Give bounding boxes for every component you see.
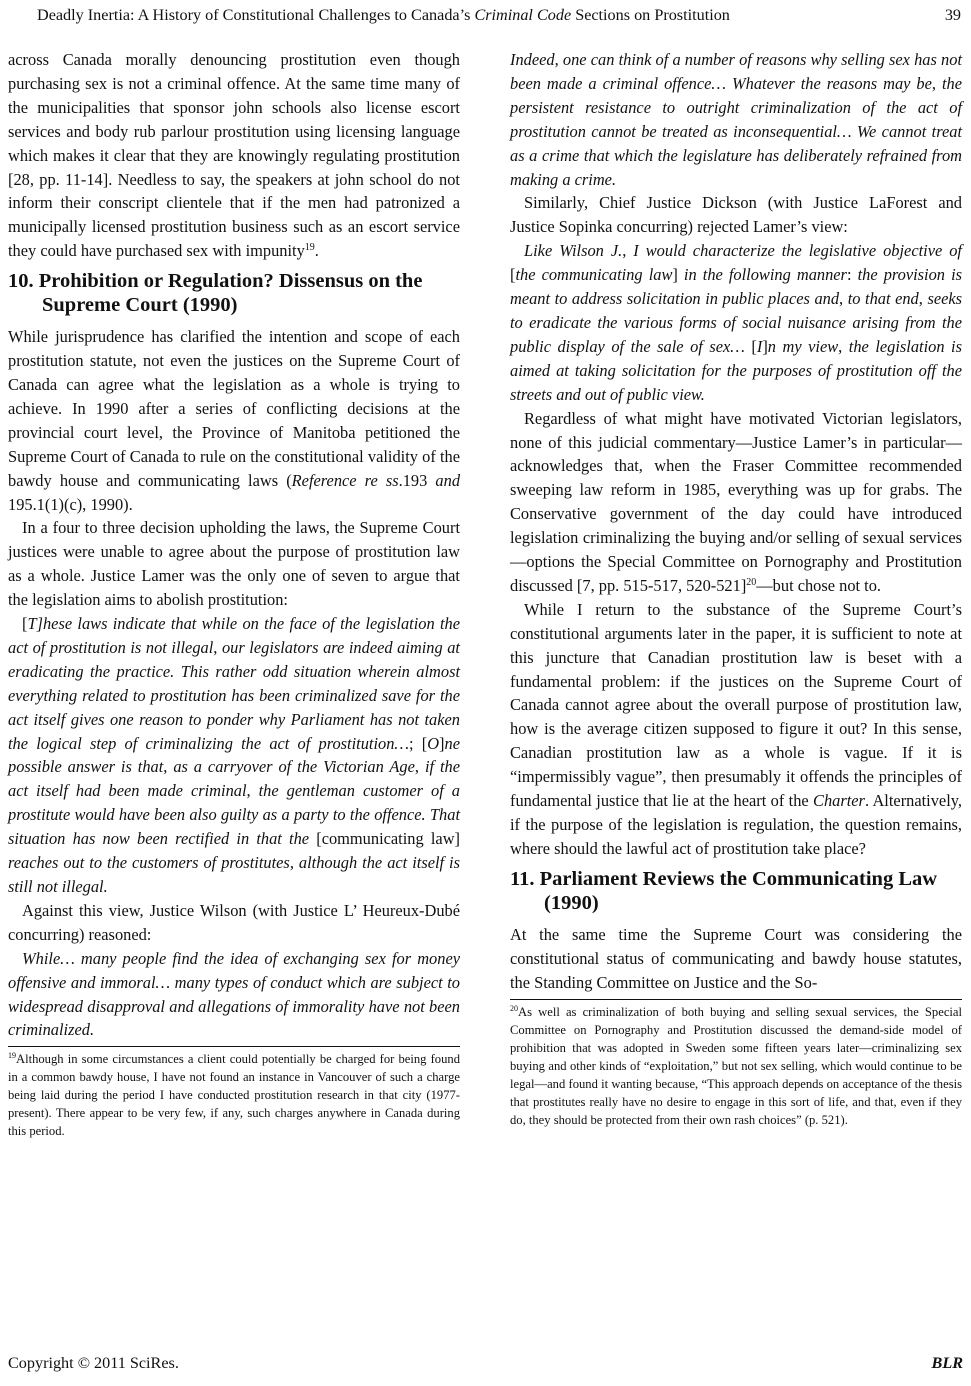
- block-quote-wilson-cont: Indeed, one can think of a number of reasons why selling sex has not been made a criminal offence… Whatever the reasons may be, the persistent resistance to outright criminalization of the act of prostitution cannot be treated as inconsequential… We cannot treat as a crime that which the legislature has deliberately refrained from making a crime.: [510, 50, 962, 189]
- page-number: 39: [944, 6, 961, 24]
- footnote-divider: [510, 999, 962, 1129]
- section-heading-10: 10. Prohibition or Regulation? Dissensus on the Supreme Court (1990): [8, 270, 423, 317]
- paragraph: Regardless of what might have motivated Victorian legislators, none of this judicial commentary—Justice Lamer’s in particular—acknowledges that, when the Fraser Committee recommended sweeping law reform in 1985, everything was up for grabs. The Conservative government of the day could have introduced legislation criminalizing the buying and/or selling of sexual services—options the Special Committee on Pornography and Prostitution discussed [7, pp. 515-517, 520-521]$^{20}$—but chose not to.: [510, 408, 962, 595]
- paragraph: While jurisprudence has clarified the intention and scope of each prostitution statute, not even the justices on the Supreme Court of Canada can agree what the legislation as a whole is trying to achieve. In 1990 after a series of conflicting decisions at the provincial court level, the Province of Manitoba petitioned the Supreme Court of Canada to rule on the constitutional validity of the bawdy house and communicating laws (Reference re ss.193 and 195.1(1)(c), 1990).: [8, 327, 461, 514]
- paragraph: Against this view, Justice Wilson (with Justice L’ Heureux-Dubé concurring) reasoned:: [8, 900, 460, 944]
- left-column: [8, 48, 460, 1140]
- block-quote-wilson: While… many people find the idea of exchanging sex for money offensive and immoral… many types of conduct which are subject to widespread disapproval and allegations of immorality have not been criminalized.: [8, 948, 460, 1040]
- paragraph: across Canada morally denouncing prostitution even though purchasing sex is not a criminal offence. At the same time many of the municipalities that sponsor john schools also license escort services and body rub parlour prostitution using licensing language which makes it clear that they are knowingly regulating prostitution [28, pp. 11-14]. Needless to say, the speakers at john school do not inform their conscript clientele that if the men had patronized a municipally licensed prostitution business such as an escort service they could have purchased sex with impunity$^{19}$.: [8, 50, 460, 261]
- paragraph: Similarly, Chief Justice Dickson (with Justice LaForest and Justice Sopinka concurring) rejected Lamer’s view:: [510, 193, 962, 237]
- footnote-ref[interactable]: 20: [746, 576, 757, 588]
- paragraph: At the same time the Supreme Court was considering the constitutional status of communicating and bawdy house statutes, the Standing Committee on Justice and the So-: [510, 924, 962, 992]
- paragraph: While I return to the substance of the Supreme Court’s constitutional arguments later in the paper, it is sufficient to note at this juncture that Canadian prostitution law is beset with a fundamental problem: if the justices on the Supreme Court of Canada cannot agree about the overall purpose of prostitution law, how is the average citizen supposed to figure it out? In this sense, Canadian prostitution law as a whole is vague. If it is “impermissibly vague”, then presumably it offends the principles of fundamental justice that lie at the heart of the Charter. Alternatively, if the purpose of the legislation is regulation, the question remains, where should the lawful act of prostitution take place?: [510, 599, 962, 858]
- journal-abbrev: BLR: [931, 1354, 963, 1372]
- block-quote-dickson: Like Wilson J., I would characterize the legislative objective of [the communicating law] in the following manner: the provision is meant to address solicitation in public places and, to that end, seeks to eradicate the various forms of social nuisance arising from the public display of the sale of sex… [I]n my view, the legislation is aimed at taking solicitation for the purposes of prostitution off the streets and out of public view.: [510, 241, 963, 404]
- section-heading-11: 11. Parliament Reviews the Communicating Law (1990): [510, 867, 938, 914]
- copyright-notice: Copyright © 2011 SciRes.: [8, 1354, 179, 1372]
- footnote-divider: [8, 1046, 460, 1140]
- footnote-20: $^{20}$As well as criminalization of both buying and selling sexual services, the Special Committee on Pornography and Prostitution discussed the demand-side model of prohibition that was adopted in Sweden some fifteen years later—criminalizing sex buying and other kinds of “exploitation,” but not sex selling, which would continue to be legal—and found it wanting because, “This approach depends on acceptance of the thesis that prostitutes really have no desire to engage in this sort of life, and that, even if they do, they should be protected from their own rash choices” (p. 521).: [510, 1003, 962, 1127]
- paragraph: In a four to three decision upholding the laws, the Supreme Court justices were unable to agree about the purpose of prostitution law as a whole. Justice Lamer was the only one of seven to argue that the legislation aims to abolish prostitution:: [8, 518, 460, 610]
- footnote-19: $^{19}$Although in some circumstances a client could potentially be charged for being found in a common bawdy house, I have not found an instance in Vancouver of such a charge being laid during the period I have conducted prostitution research in that city (1977-present). There appear to be very few, if any, such charges anywhere in Canada during this period.: [8, 1051, 460, 1139]
- running-title: Deadly Inertia: A History of Constitutional Challenges to Canada’s Criminal Code Sections on Prostitution: [37, 6, 730, 24]
- block-quote-lamer: [T]hese laws indicate that while on the face of the legislation the act of prostitution is not illegal, our legislators are indeed aiming at eradicating the practice. This rather odd situation wherein almost everything related to prostitution has been criminalized save for the act itself gives one reason to ponder why Parliament has not taken the logical step of criminalizing the act of prostitution…; [O]ne possible answer is that, as a carryover of the Victorian Age, if the act itself had been made criminal, the gentleman customer of a prostitute would have been also guilty as a party to the offence. That situation has now been rectified in that the [communicating law] reaches out to the customers of prostitutes, although the act itself is still not illegal.: [8, 614, 460, 896]
- right-column: [510, 48, 962, 1129]
- footnote-ref[interactable]: 19: [304, 242, 315, 254]
